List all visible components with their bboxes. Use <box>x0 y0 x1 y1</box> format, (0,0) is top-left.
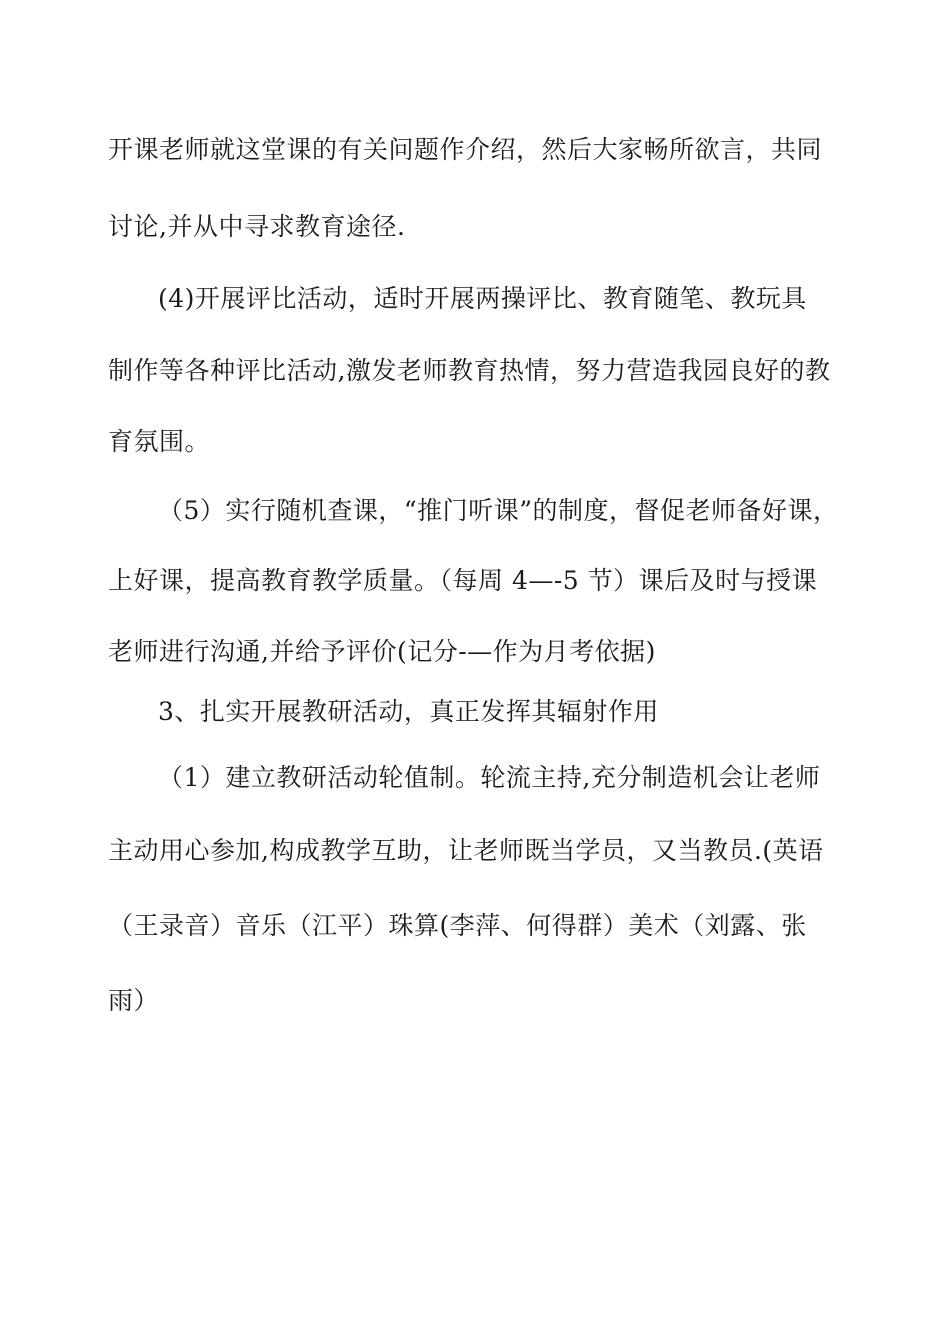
section-heading: 3、扎实开展教研活动，真正发挥其辐射作用 <box>158 697 659 726</box>
paragraph-line: （5）实行随机查课，“推门听课”的制度，督促老师备好课， <box>158 496 839 525</box>
paragraph-line: 开课老师就这堂课的有关问题作介绍，然后大家畅所欲言，共同 <box>108 135 823 164</box>
paragraph-line: 制作等各种评比活动,激发老师教育热情，努力营造我园良好的教 <box>108 356 831 385</box>
paragraph-line: 雨） <box>108 986 160 1015</box>
paragraph-line: （王录音）音乐（江平）珠算(李萍、何得群）美术（刘露、张 <box>108 911 807 940</box>
paragraph-line: 育氛围。 <box>108 427 211 456</box>
paragraph-line: 上好课，提高教育教学质量。（每周 4—-5 节）课后及时与授课 <box>108 566 818 595</box>
paragraph-line: 老师进行沟通,并给予评价(记分-—作为月考依据) <box>108 637 656 666</box>
paragraph-line: (4)开展评比活动，适时开展两操评比、教育随笔、教玩具 <box>158 284 807 313</box>
paragraph-line: 主动用心参加,构成教学互助，让老师既当学员，又当教员.(英语 <box>108 836 824 865</box>
paragraph-line: （1）建立教研活动轮值制。轮流主持,充分制造机会让老师 <box>158 763 821 792</box>
paragraph-line: 讨论,并从中寻求教育途径. <box>108 212 406 241</box>
